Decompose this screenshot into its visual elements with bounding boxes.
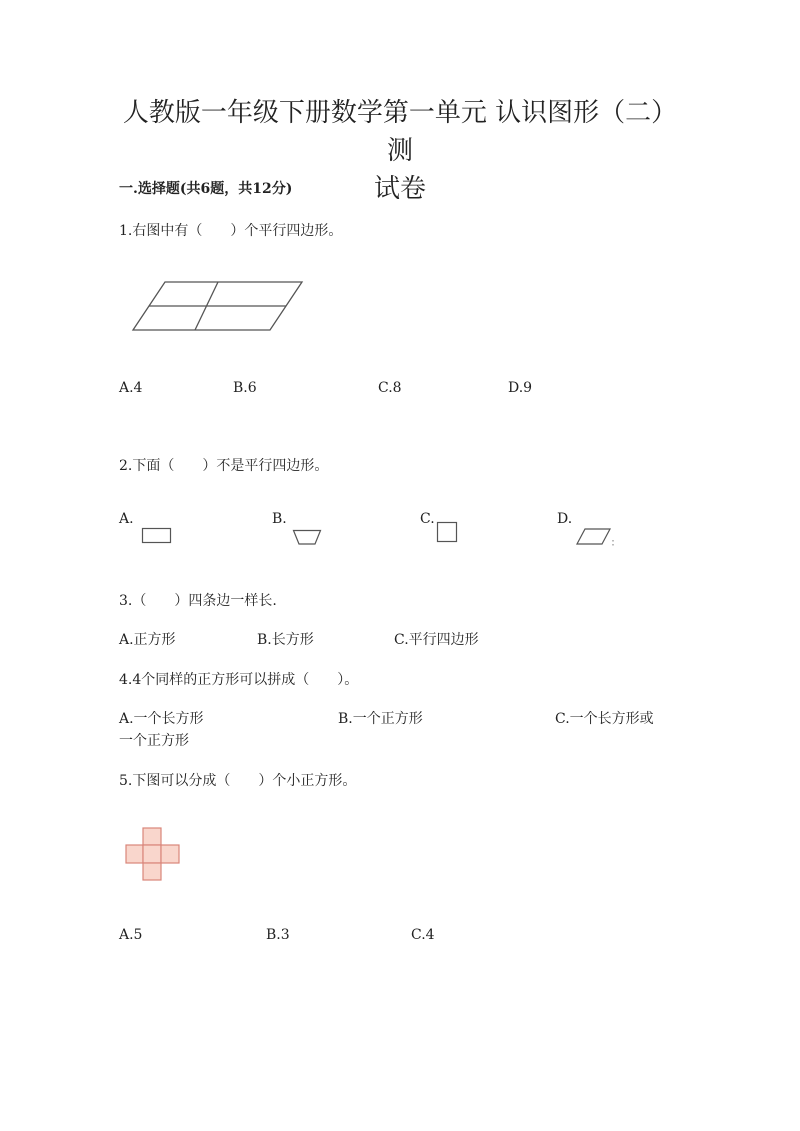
title-line-1: 人教版一年级下册数学第一单元 认识图形（二）测 (122, 98, 678, 166)
q2-trapezoid-shape (293, 530, 323, 546)
q5-option-a[interactable]: A.5 (119, 927, 143, 943)
question-1-parallelogram-figure (130, 280, 310, 334)
square (438, 523, 457, 542)
q1-option-b[interactable]: B.6 (233, 380, 257, 396)
q2-square-shape (437, 522, 459, 544)
section-heading: 一.选择题(共6题，共12分) (119, 181, 293, 197)
q3-option-a[interactable]: A.正方形 (119, 632, 176, 648)
question-3-stem: 3.（ ）四条边一样长. (119, 593, 277, 609)
question-5-stem: 5.下图可以分成（ ）个小正方形。 (119, 773, 357, 789)
q5-option-b[interactable]: B.3 (266, 927, 290, 943)
q4-option-c-continued[interactable]: 一个正方形 (119, 733, 189, 749)
cross-center-square (143, 845, 161, 863)
cross-left-square (126, 845, 143, 863)
q3-option-b[interactable]: B.长方形 (257, 632, 314, 648)
cross-top-square (143, 828, 161, 845)
trapezoid (294, 531, 321, 545)
q2-option-a[interactable]: A. (119, 511, 134, 527)
q4-option-a[interactable]: A.一个长方形 (119, 711, 204, 727)
q2-option-c[interactable]: C. (420, 511, 435, 527)
q2-option-b[interactable]: B. (272, 511, 287, 527)
cross-bottom-square (143, 863, 161, 880)
q2-parallelogram-shape (575, 528, 617, 548)
q1-option-a[interactable]: A.4 (119, 380, 143, 396)
cross-right-square (161, 845, 179, 863)
q1-option-c[interactable]: C.8 (378, 380, 402, 396)
question-2-stem: 2.下面（ ）不是平行四边形。 (119, 458, 329, 474)
q1-option-d[interactable]: D.9 (508, 380, 533, 396)
title-line-2: 试卷 (373, 174, 426, 204)
parallelogram (577, 529, 610, 544)
q4-option-c[interactable]: C.一个长方形或 (555, 711, 654, 727)
q2-option-d[interactable]: D. (557, 511, 573, 527)
q5-cross-figure (125, 827, 181, 883)
q4-option-b[interactable]: B.一个正方形 (338, 711, 423, 727)
question-4-stem: 4.4个同样的正方形可以拼成（ ）。 (119, 672, 359, 688)
question-1-stem: 1.右图中有（ ）个平行四边形。 (119, 223, 343, 239)
q3-option-c[interactable]: C.平行四边形 (394, 632, 479, 648)
rectangle (143, 529, 171, 543)
q5-option-c[interactable]: C.4 (411, 927, 435, 943)
q2-rectangle-shape (142, 528, 172, 544)
